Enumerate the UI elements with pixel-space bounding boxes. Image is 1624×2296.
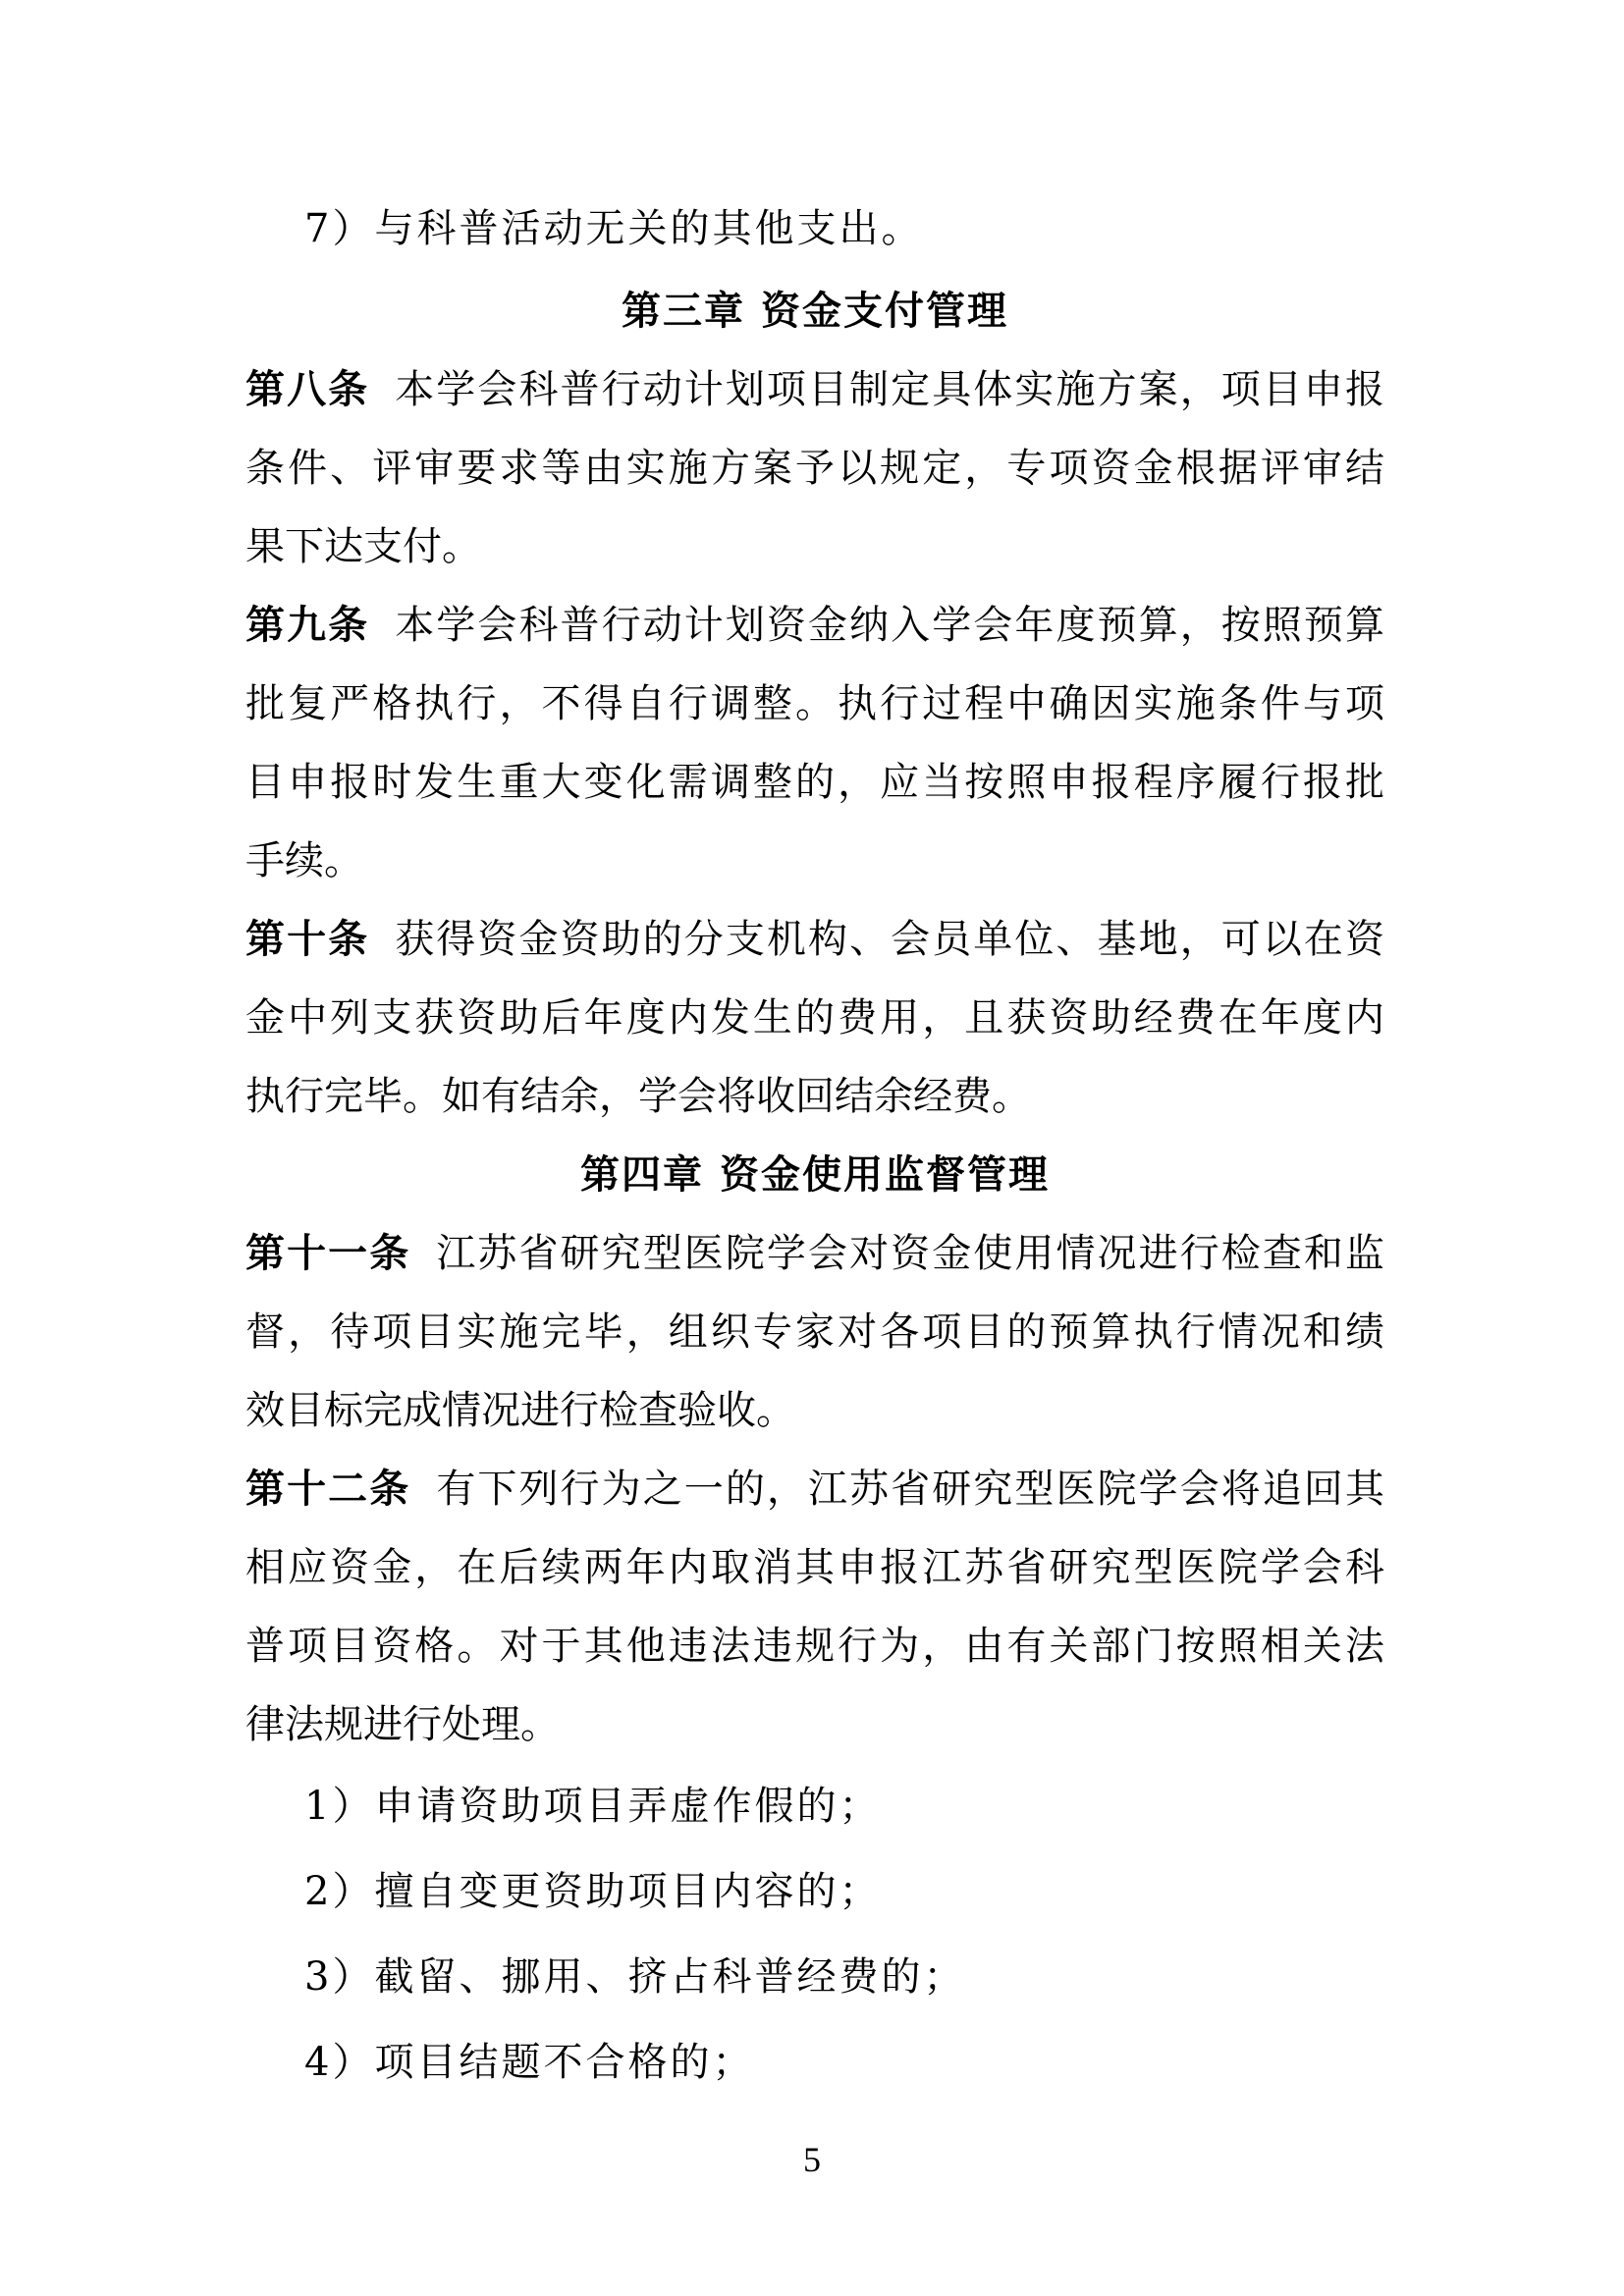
article-11-line-1 (245, 1214, 1384, 1293)
article-10-label: 第十条 (245, 917, 370, 962)
article-8-line-2: 条件、评审要求等由实施方案予以规定，专项资金根据评审结 (245, 446, 1384, 491)
article-10 (245, 900, 1384, 1136)
list-item: 3）截留、挪用、挤占科普经费的； (304, 1954, 966, 2000)
article-11-text-1: 江苏省研究型医院学会对资金使用情况进行检查和监 (436, 1231, 1385, 1276)
article-12-line-2: 相应资金，在后续两年内取消其申报江苏省研究型医院学会科 (245, 1545, 1384, 1590)
article-9-line-2: 批复严格执行，不得自行调整。执行过程中确因实施条件与项 (245, 681, 1384, 726)
article-8 (245, 350, 1384, 586)
list-item: 2）擅自变更资助项目内容的； (304, 1869, 882, 1914)
page-number: 5 (803, 2140, 821, 2179)
article-10-text-1: 获得资金资助的分支机构、会员单位、基地，可以在资 (395, 917, 1385, 962)
article-9-text-1: 本学会科普行动计划资金纳入学会年度预算，按照预算 (395, 603, 1385, 648)
chapter-4-heading: 第四章 资金使用监督管理 (580, 1152, 1050, 1198)
document-body (245, 187, 1384, 2106)
article-9-line-1 (245, 586, 1384, 665)
article-12-line-4: 律法规进行处理。 (245, 1702, 560, 1747)
article-12 (245, 1450, 1384, 2106)
article-9-line-3: 目申报时发生重大变化需调整的，应当按照申报程序履行报批 (245, 760, 1384, 805)
article-12-label: 第十二条 (245, 1467, 411, 1512)
article-10-line-1 (245, 900, 1384, 979)
article-12-text-1: 有下列行为之一的，江苏省研究型医院学会将追回其 (436, 1467, 1385, 1512)
article-8-text-1: 本学会科普行动计划项目制定具体实施方案，项目申报 (395, 367, 1385, 412)
article-11-label: 第十一条 (245, 1231, 411, 1276)
article-9-line-4: 手续。 (245, 838, 363, 883)
list-item: 1）申请资助项目弄虚作假的； (304, 1784, 882, 1829)
article-11 (245, 1214, 1384, 1450)
article-10-line-3: 执行完毕。如有结余，学会将收回结余经费。 (245, 1074, 1031, 1119)
article-8-line-1 (245, 350, 1384, 429)
article-8-line-3: 果下达支付。 (245, 524, 481, 569)
list-item: 7）与科普活动无关的其他支出。 (304, 206, 924, 251)
article-12-line-3: 普项目资格。对于其他违法违规行为，由有关部门按照相关法 (245, 1624, 1384, 1669)
article-8-label: 第八条 (245, 367, 370, 412)
article-11-line-2: 督，待项目实施完毕，组织专家对各项目的预算执行情况和绩 (245, 1309, 1384, 1355)
article-12-line-1 (245, 1450, 1384, 1528)
article-11-line-3: 效目标完成情况进行检查验收。 (245, 1388, 795, 1433)
article-9-label: 第九条 (245, 603, 370, 648)
article-10-line-2: 金中列支获资助后年度内发生的费用，且获资助经费在年度内 (245, 995, 1384, 1041)
article-9 (245, 586, 1384, 900)
list-item: 4）项目结题不合格的； (304, 2040, 755, 2085)
chapter-3-heading: 第三章 资金支付管理 (622, 289, 1008, 334)
